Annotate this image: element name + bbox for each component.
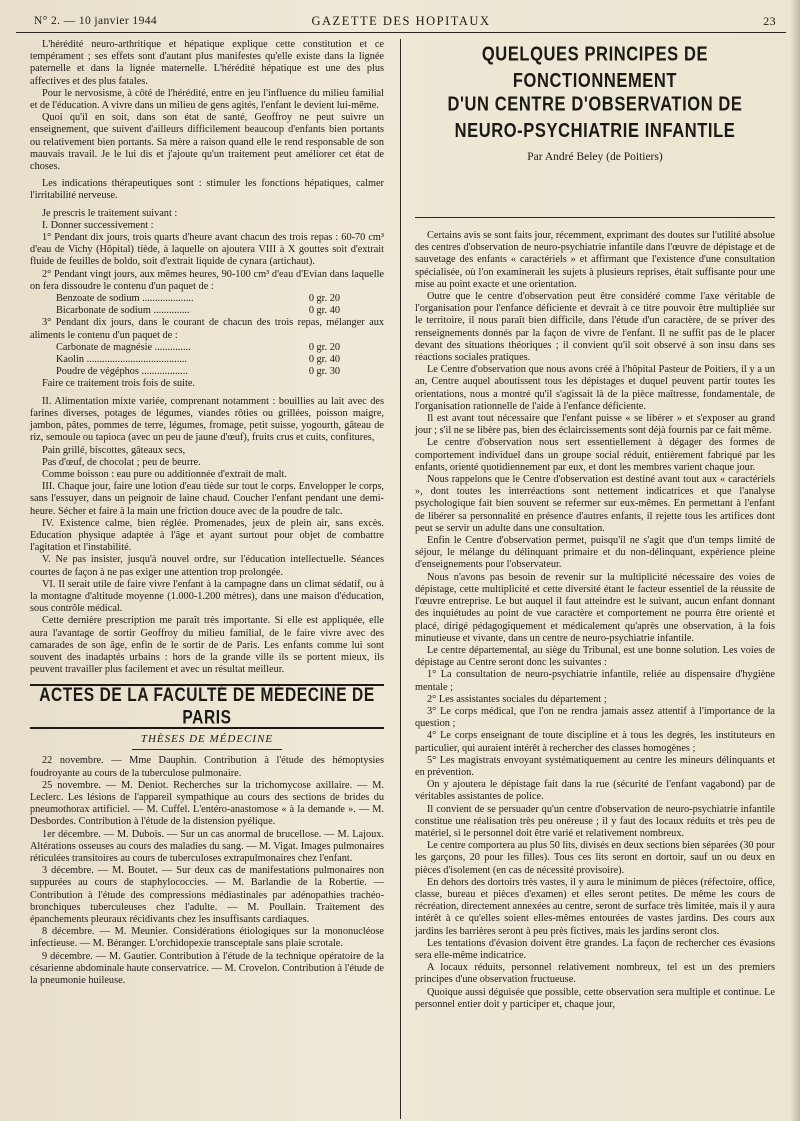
thesis-entry: 9 décembre. — M. Gautier. Contribution à l'étude de la technique opératoire de la césarienne abdominale haute conservatrice. — M. Crovelon. Contribution à l'étude de la pneumonie huileuse. [30, 950, 384, 987]
ingredient-amount: 0 gr. 40 [308, 305, 340, 317]
paragraph: IV. Existence calme, bien réglée. Promenades, jeux de plein air, sans excès. Education physique adaptée à l'âge et ayant surtout pour objet de combattre l'agitation et l'instabilité. [30, 517, 384, 554]
paragraph: Comme boisson : eau pure ou additionnée d'extrait de malt. [42, 468, 287, 480]
article-title-line1: QUELQUES PRINCIPES DE FONCTIONNEMENT [481, 43, 709, 92]
paragraph: Quoique aussi déguisée que possible, cette observation sera multiple et continue. Le personnel entier doit y participer et, chaque jour, [415, 986, 775, 1010]
paragraph: Il est avant tout nécessaire que l'enfant puisse « se libérer » et s'exposer au grand jour ; s'il ne se libère pas, bien des éclaircissements sont déjà fournis par ce fait même. [415, 413, 775, 437]
thesis-entry: 22 novembre. — Mme Dauphin. Contribution à l'étude des hémoptysies foudroyante au cours de la tuberculose pulmonaire. [30, 755, 384, 779]
list-item: 5° Les magistrats envoyant systématiquement au centre les mineurs délinquants et en prévention. [415, 754, 775, 778]
recipe-line [30, 305, 384, 317]
ingredient-name: Benzoate de sodium .................... [56, 293, 194, 305]
paragraph: Quoi qu'il en soit, dans son état de santé, Geoffroy ne peut suivre un enseignement, que suivent d'ailleurs difficilement beaucoup d'enfants bien portants ou relativement bien portants. Sa mère a raison quand elle le rend responsable de son mauvais travail. Je le lui dis et j'ajoute qu'un traitement peut améliorer cet état de choses. [30, 112, 384, 173]
ingredient-name: Bicarbonate de sodium .............. [56, 305, 190, 317]
left-column [16, 39, 392, 1119]
paragraph: En dehors des dortoirs très vastes, il y aura le minimum de pièces (réfectoire, office, classe, bureau et pièces d'examen) et elles seront petites. De même les cours de récréation, directement annexées au centre, seront de surface très limitée, mais il y aura intérêt à ce qu'elles soient elles-mêmes entourées de vastes jardins. Des cours aux jardins les barrières seront à peu près fictives, mais les jardins seront clos. [415, 876, 775, 937]
thesis-entry: 1er décembre. — M. Dubois. — Sur un cas anormal de brucellose. — M. Lajoux. Altérations osseuses au cours des maladies du sang. — M. Vigat. Images pulmonaires réticulées transitoires au cours de tuberculoses extrapulmonaires chez l'enfant. [30, 828, 384, 864]
thesis-entry: 8 décembre. — M. Meunier. Considérations étiologiques sur la mononucléose infectieuse. — M. Béranger. L'orchidopexie transceptale sans plaie scrotale. [30, 926, 384, 950]
thesis-entry: 3 décembre. — M. Boutet. — Sur deux cas de manifestations pulmonaires non suppurées au cours de staphylococcies. — M. Barlandie de la Robertie. — Contribution à l'étude des compressions médiastinales par adénopathies trachéo-bronchiques tuberculeuses chez l'adulte. — M. Poullain. Traitement des épanchements pleuraux récidivants chez les insuffisants cardiaques. [30, 865, 384, 925]
paragraph: Le centre comportera au plus 50 lits, divisés en deux sections bien séparées (30 pour les garçons, 20 pour les filles). Tous ces lits seront en dortoir, sauf un ou deux en pièces d'isolement (en cas de nécessité provisoire). [415, 840, 775, 876]
list-item: 3° Le corps médical, que l'on ne rendra jamais assez attentif à l'importance de la question ; [415, 705, 775, 730]
paragraph: Enfin le Centre d'observation permet, puisqu'il ne s'agit que d'un temps limité de séjour, le mélange du délinquant primaire et du non-délinquant, expérience pleine d'enseignements pour l'observateur. [415, 535, 775, 571]
thesis-entry: 25 novembre. — M. Deniot. Recherches sur la trichomycose axillaire. — M. Leclerc. Les lésions de l'appareil sympathique au cours des sections de brides du pneumothorax artificiel. — M. Cuffel. L'entéro-anastomose « à la demande ». — M. Desbordes. Contribution à l'étude de la distension pyélique. [30, 779, 384, 828]
right-column [409, 39, 781, 1119]
ingredient-amount: 0 gr. 30 [308, 366, 340, 378]
paragraph: III. Chaque jour, faire une lotion d'eau tiède sur tout le corps. Envelopper le corps, sans l'essuyer, dans un peignoir de laine chaud. Coucher l'enfant pendant une demi-heure. Sécher et faire à la main une friction douce avec de la poudre de talc. [30, 481, 384, 517]
column-divider [400, 39, 401, 1119]
recipe-line [30, 354, 384, 366]
ingredient-name: Kaolin ....................................... [56, 354, 187, 366]
list-item: 4° Le corps enseignant de toute discipline et à tous les degrés, les instituteurs en particulier, qui auraient intérêt à rechercher des classes homogènes ; [415, 730, 775, 754]
issue-date: N° 2. — 10 janvier 1944 [34, 15, 158, 27]
paragraph: Nous rappelons que le Centre d'observation est destiné avant tout aux « caractériels », dont toutes les interréactions sont nettement indicatrices et que l'analyse psychologique fait bien souvent se refermer sur eux-mêmes. En permettant à l'enfant de libérer sa personnalité en présence d'autres enfants, il rejette tous les artifices dont peut se servir un adulte dans une consultation. [415, 474, 775, 534]
list-item: 1° La consultation de neuro-psychiatrie infantile, reliée au dispensaire d'hygiène mentale ; [415, 669, 775, 693]
paragraph: Nous n'avons pas besoin de revenir sur la multiplicité nécessaire des voies de dépistage, cette multiplicité et cette diversité étant le facteur essentiel de la réussite de l'œuvre entreprise. Le but auquel il faut atteindre est le suivant, aucun enfant donnant des inquiétudes au point de vue caractère et comportement ne pourra être orienté et placé, dirigé pédagogiquement et médicalement qu'après une observation, à la fois minutieuse et vivante, dans un centre de neuro-psychiatrie infantile. [415, 571, 775, 644]
article-author: Par André Beley (de Poitiers) [527, 151, 663, 163]
paragraph: 3° Pendant dix jours, dans le courant de chacun des trois repas, mélanger aux aliments le contenu d'un paquet de : [30, 317, 384, 341]
section-heading: ACTES DE LA FACULTÉ DE MÉDECINE DE PARIS [30, 684, 384, 729]
recipe-line [30, 366, 384, 378]
ingredient-name: Poudre de végéphos .................. [56, 366, 188, 378]
divider [132, 749, 282, 750]
paragraph: 1° Pendant dix jours, trois quarts d'heure avant chacun des trois repas : 60-70 cm³ d'eau de Vichy (Hôpital) tiède, à laquelle on ajoutera VIII à X gouttes soit d'extrait fluide de feuilles de boldo, soit d'extrait liquide de cynara (artichaut). [30, 232, 384, 268]
paragraph: Il convient de se persuader qu'un centre d'observation de neuro-psychiatrie infantile constitue une réalisation très peu onéreuse ; il y faut des locaux réduits et très peu de matériel, si le personnel doit être varié et relativement nombreux. [415, 803, 775, 839]
journal-title: GAZETTE DES HOPITAUX [311, 14, 491, 28]
paragraph: 2° Pendant vingt jours, aux mêmes heures, 90-100 cm³ d'eau d'Evian dans laquelle on fera dissoudre le contenu d'un paquet de : [30, 268, 384, 292]
page-binding-shadow [790, 0, 800, 1121]
recipe-line [30, 293, 384, 305]
two-column-body [16, 39, 786, 1119]
paragraph: Pain grillé, biscottes, gâteaux secs, [42, 444, 186, 456]
paragraph: Je prescris le traitement suivant : [42, 207, 178, 219]
divider [415, 217, 775, 218]
paragraph: Certains avis se sont faits jour, récemment, exprimant des doutes sur l'utilité absolue des centres d'observation de neuro-psychiatrie infantile dans l'œuvre de dépistage et de sauvetage des enfants « caractériels » et affirmant que l'existence d'une consultation spécialisée, où l'on examinerait les sujets à plusieurs reprises, était suffisante pour une mise au point exacte et une orientation. [415, 230, 775, 290]
paragraph: Les tentations d'évasion doivent être grandes. La façon de rechercher ces évasions sera elle-même indicatrice. [415, 937, 775, 961]
paragraph: Pour le nervosisme, à côté de l'hérédité, entre en jeu l'influence du milieu familial et de l'éducation. A vivre dans un milieu de gens agités, l'enfant le devient lui-même. [30, 87, 384, 112]
paragraph: VI. Il serait utile de faire vivre l'enfant à la campagne dans un climat sédatif, ou à la montagne d'altitude moyenne (1.000-1.200 mètres), dans une maison d'éducation, sous contrôle médical. [30, 578, 384, 615]
ingredient-amount: 0 gr. 20 [308, 341, 340, 353]
paragraph: I. Donner successivement : [42, 219, 154, 231]
list-item: 2° Les assistantes sociales du département ; [427, 693, 607, 705]
running-head [16, 10, 786, 33]
paragraph: Le centre d'observation nous sert essentiellement à dégager des formes de comportement individuel dans un groupe social réduit, entièrement fabriqué par les enfants, orienté quotidiennement par eux, et dont les membres varient chaque jour. [415, 437, 775, 473]
ingredient-amount: 0 gr. 40 [308, 354, 340, 366]
paragraph: On y ajoutera le dépistage fait dans la rue (sécurité de l'enfant vagabond) par de véritables assistantes de police. [415, 779, 775, 803]
paragraph: II. Alimentation mixte variée, comprenant notamment : bouillies au lait avec des farines diverses, potages de légumes, viandes rôties ou grillées, poisson maigre, jambon, pâtes, pommes de terre, légumes, fromage, petit suisse, yogourth, gâteau de riz, semoule ou tapioca (avec un peu de jaune d'œuf), fruits crus et cuits, confitures, [30, 395, 384, 444]
paragraph: Le Centre d'observation que nous avons créé à l'hôpital Pasteur de Poitiers, il y a un an, Centre auquel aboutissent tous les dépistages et duquel peuvent partir toutes les orientations, nous a montré qu'il s'agissait là de la pièce maîtresse, fondamentale, de l'organisation rationnelle de l'aide à l'enfance déficiente. [415, 364, 775, 412]
page-number: 23 [763, 14, 776, 28]
paragraph: L'hérédité neuro-arthritique et hépatique explique cette constitution et ce tempérament ; ses effets sont d'autant plus manifestes qu'elle existe dans la lignée paternelle et dans la lignée maternelle. L'hérédité hépatique est une des plus affectives et des plus fatales. [30, 39, 384, 87]
article-title-line2: D'UN CENTRE D'OBSERVATION DE NEURO-PSYCHIATRIE INFANTILE [447, 93, 743, 142]
paragraph: V. Ne pas insister, jusqu'à nouvel ordre, sur l'éducation intellectuelle. Séances courtes de façon à ne pas exiger une attention trop prolongée. [30, 554, 384, 578]
paragraph: Cette dernière prescription me paraît très importante. Si elle est appliquée, elle aura l'avantage de sortir Geoffroy du milieu familial, de le faire vivre avec des camarades de son âge, enfin de le sortir de de Paris. Les enfants comme lui sont souvent des inadaptés urbains : hors de la grande ville ils se portent mieux, ils peuvent travailler plus facilement et avec un résultat meilleur. [30, 615, 384, 676]
theses-heading: THÈSES DE MÉDECINE [140, 733, 274, 746]
recipe-line [30, 342, 384, 354]
paragraph: Outre que le centre d'observation peut être considéré comme l'axe véritable de l'organisation pour l'enfance déficiente et devrait à ce titre pouvoir être multipliée sur le territoire, il nous paraît bien difficile, dans l'étude d'un caractère, de se priver des renseignements donnés par la façon de vivre de l'enfant. Il ne suffit pas de le placer devant des situations théoriques ; il convient qu'il soit observé à son insu dans ses réactions sociales pratiques. [415, 291, 775, 364]
paragraph: Faire ce traitement trois fois de suite. [42, 378, 195, 390]
paragraph: Le centre départemental, au siège du Tribunal, est une bonne solution. Les voies de dépistage au Centre seront donc les suivantes : [415, 644, 775, 669]
ingredient-amount: 0 gr. 20 [308, 293, 340, 305]
paragraph: Les indications thérapeutiques sont : stimuler les fonctions hépatiques, calmer l'irritabilité nerveuse. [30, 178, 384, 202]
paragraph: Pas d'œuf, de chocolat ; peu de beurre. [42, 456, 201, 468]
ingredient-name: Carbonate de magnésie .............. [56, 341, 191, 353]
paragraph: A locaux réduits, personnel relativement nombreux, tel est un des premiers principes d'une observation fructueuse. [415, 962, 775, 986]
